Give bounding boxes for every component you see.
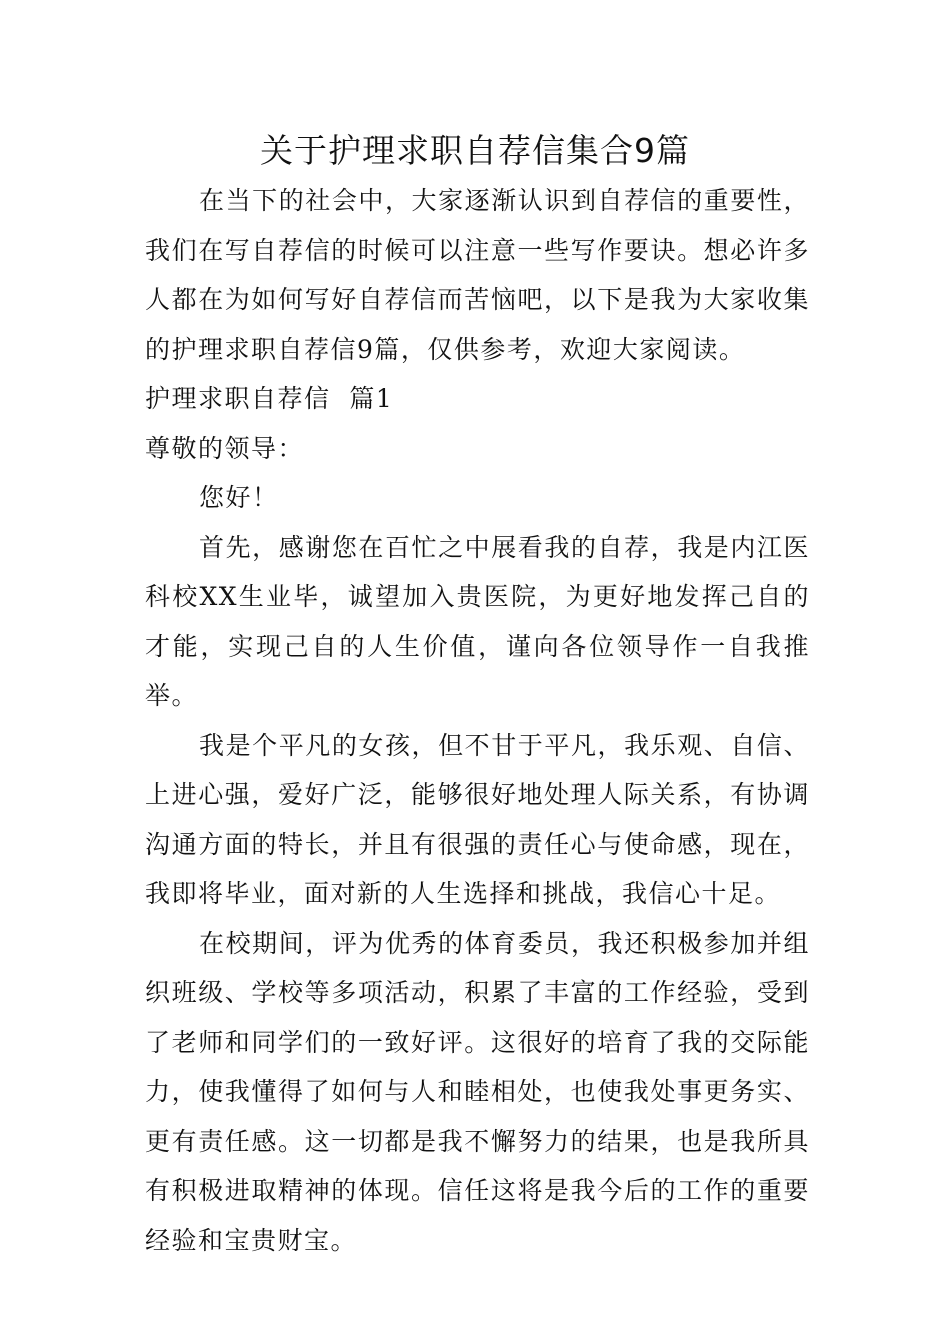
body-paragraph: 首先，感谢您在百忙之中展看我的自荐，我是内江医科校XX生业毕，诚望加入贵医院，为更好地发挥己自的才能，实现己自的人生价值，谨向各位领导作一自我推举。 <box>145 532 810 710</box>
greeting: 您好！ <box>199 483 279 512</box>
document-body <box>145 176 810 1265</box>
intro-paragraph: 在当下的社会中，大家逐渐认识到自荐信的重要性，我们在写自荐信的时候可以注意一些写作要诀。想必许多人都在为如何写好自荐信而苦恼吧，以下是我为大家收集的护理求职自荐信9篇，仅供参考，欢迎大家阅读。 <box>145 186 810 364</box>
body-paragraph: 我是个平凡的女孩，但不甘于平凡，我乐观、自信、上进心强，爱好广泛，能够很好地处理人际关系，有协调沟通方面的特长，并且有很强的责任心与使命感，现在，我即将毕业，面对新的人生选择和挑战，我信心十足。 <box>145 730 810 908</box>
salutation: 尊敬的领导： <box>145 433 305 463</box>
document-title: 关于护理求职自荐信集合9篇 <box>260 131 690 170</box>
body-paragraph: 在校期间，评为优秀的体育委员，我还积极参加并组织班级、学校等多项活动，积累了丰富的工作经验，受到了老师和同学们的一致好评。这很好的培育了我的交际能力，使我懂得了如何与人和睦相处，也使我处事更务实、更有责任感。这一切都是我不懈努力的结果，也是我所具有积极进取精神的体现。信任这将是我今后的工作的重要经验和宝贵财宝。 <box>145 928 810 1255</box>
section-heading: 护理求职自荐信 篇1 <box>145 384 394 413</box>
